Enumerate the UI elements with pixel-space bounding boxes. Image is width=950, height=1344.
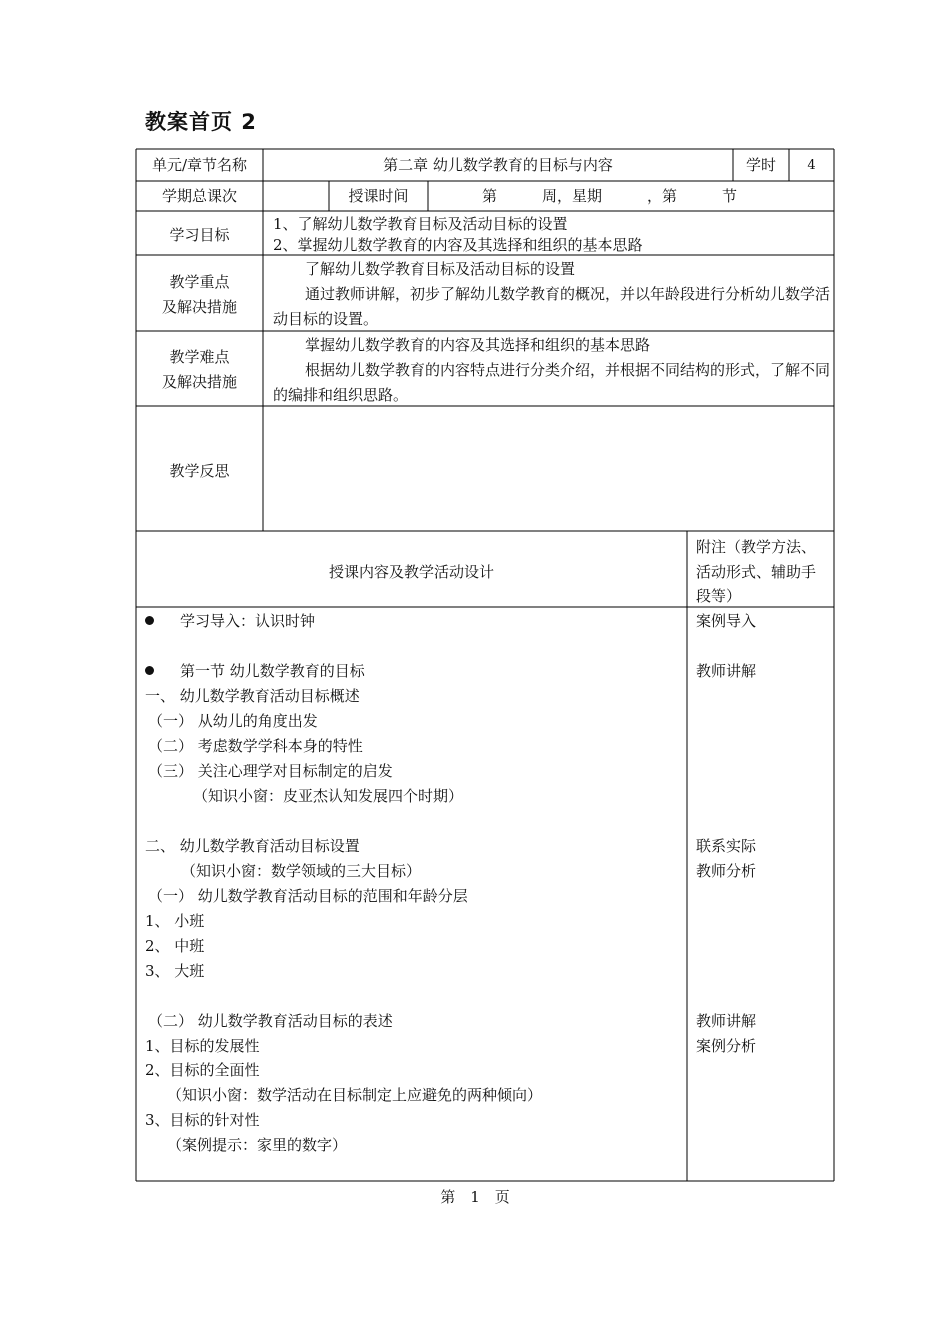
key-points-label: 教学重点 xyxy=(169,273,230,291)
content-line: （一） 从幼儿的角度出发 xyxy=(148,712,318,730)
difficulty-measure: 根据幼儿数学教育的内容特点进行分类介绍，并根据不同结构的形式，了解不同的编排和组织思路。 xyxy=(273,361,831,404)
note-item: 教师讲解 xyxy=(696,662,757,680)
content-line: 一、 幼儿数学教育活动目标概述 xyxy=(145,687,360,705)
note-item: 案例导入 xyxy=(696,612,757,630)
time-label: 授课时间 xyxy=(348,187,409,205)
content-line: （知识小窗：皮亚杰认知发展四个时期） xyxy=(193,787,464,805)
content-line: （三） 关注心理学对目标制定的启发 xyxy=(148,762,393,780)
content-line: 二、 幼儿数学教育活动目标设置 xyxy=(145,837,360,855)
time-value: 第 周，星期 ，第 节 xyxy=(482,187,738,205)
note-item: 教师分析 xyxy=(696,862,757,880)
content-line: 1、目标的发展性 xyxy=(145,1037,260,1055)
key-point-measure: 通过教师讲解，初步了解幼儿数学教育的概况，并以年龄段进行分析幼儿数学活动目标的设置。 xyxy=(273,285,831,328)
content-line: 3、 大班 xyxy=(145,962,205,980)
objective-item-2: 2、掌握幼儿数学教育的内容及其选择和组织的基本思路 xyxy=(273,236,643,254)
session-label: 学期总课次 xyxy=(161,187,237,205)
content-line: 2、目标的全面性 xyxy=(145,1061,260,1079)
content-line: 学习导入：认识时钟 xyxy=(145,609,315,633)
hours-value: 4 xyxy=(807,158,816,173)
note-item: 案例分析 xyxy=(696,1037,757,1055)
content-line: 1、 小班 xyxy=(145,912,205,930)
note-item: 联系实际 xyxy=(696,837,757,855)
hours-label: 学时 xyxy=(745,156,776,174)
content-line: （知识小窗：数学领域的三大目标） xyxy=(181,862,422,880)
content-line: 2、 中班 xyxy=(145,937,205,955)
content-line: （一） 幼儿数学教育活动目标的范围和年龄分层 xyxy=(148,887,468,905)
content-line: （案例提示：家里的数字） xyxy=(167,1136,348,1154)
content-header: 授课内容及教学活动设计 xyxy=(328,563,494,581)
note-item: 教师讲解 xyxy=(696,1012,757,1030)
reflection-label: 教学反思 xyxy=(169,462,230,480)
content-line: 3、目标的针对性 xyxy=(145,1111,260,1129)
notes-header-line-2: 活动形式、辅助手 xyxy=(696,563,817,581)
content-line: （二） 考虑数学学科本身的特性 xyxy=(148,737,363,755)
difficulty-label: 教学难点 xyxy=(169,348,230,366)
bullet-icon xyxy=(145,616,154,625)
content-line: （二） 幼儿数学教育活动目标的表述 xyxy=(148,1012,393,1030)
key-points-label-2: 及解决措施 xyxy=(161,298,237,316)
unit-value: 第二章 幼儿数学教育的目标与内容 xyxy=(383,156,613,174)
page-footer: 第 1 页 xyxy=(440,1188,510,1206)
key-point-text: 了解幼儿数学教育目标及活动目标的设置 xyxy=(305,260,576,278)
content-line: 第一节 幼儿数学教育的目标 xyxy=(145,659,365,683)
content-line: （知识小窗：数学活动在目标制定上应避免的两种倾向） xyxy=(167,1086,543,1104)
page-title: 教案首页 2 xyxy=(145,110,257,134)
notes-header-line-1: 附注（教学方法、 xyxy=(696,538,817,556)
unit-label: 单元/章节名称 xyxy=(151,156,248,174)
objective-item-1: 1、了解幼儿数学教育目标及活动目标的设置 xyxy=(273,215,568,233)
bullet-icon xyxy=(145,666,154,675)
objectives-label: 学习目标 xyxy=(169,226,230,244)
difficulty-label-2: 及解决措施 xyxy=(161,373,237,391)
notes-header-line-3: 段等） xyxy=(696,587,742,605)
difficulty-text: 掌握幼儿数学教育的内容及其选择和组织的基本思路 xyxy=(305,336,651,354)
